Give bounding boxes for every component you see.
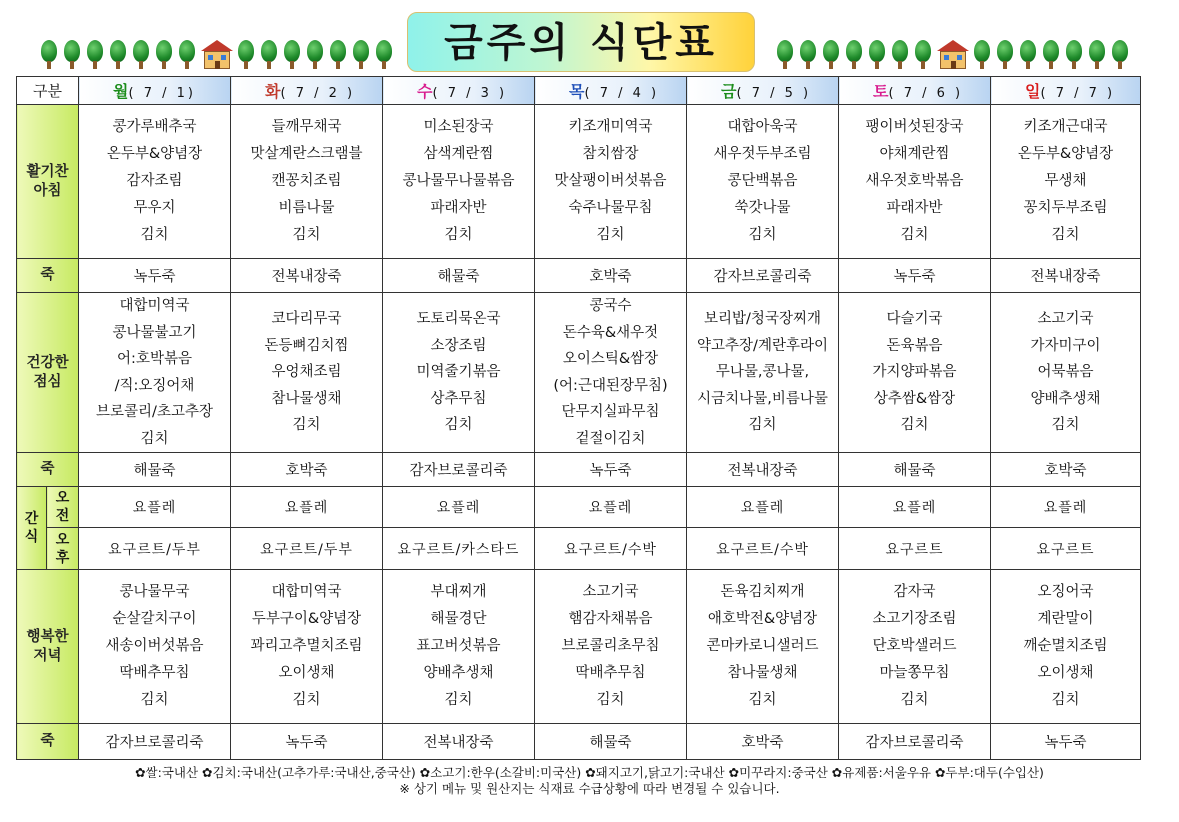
menu-item: 맛살계란스크램블	[250, 146, 363, 162]
snack_pm-cell: 요구르트/수박	[535, 528, 687, 570]
am-label	[47, 487, 79, 528]
breakfast-cell	[535, 105, 687, 259]
menu-item: 김치	[292, 692, 321, 708]
snack_pm-cell: 요구르트	[991, 528, 1141, 570]
snack-label-text: 간	[24, 511, 39, 527]
menu-item: 콩국수	[589, 298, 632, 314]
dinner_porridge-cell: 녹두죽	[991, 724, 1141, 760]
tree-icon	[891, 40, 909, 70]
menu-item: 돈육볶음	[886, 337, 943, 354]
snack-label	[17, 487, 47, 570]
breakfast_porridge-cell: 녹두죽	[839, 259, 991, 293]
porridge-label-text: 죽	[40, 733, 55, 749]
porridge-label	[17, 259, 79, 293]
page-title: 금주의 식단표	[407, 12, 755, 72]
lunch-cell	[991, 293, 1141, 453]
menu-item: 야채계란찜	[879, 146, 950, 162]
menu-item: 쑥갓나물	[734, 200, 791, 216]
snack_am-cell: 요플레	[839, 487, 991, 528]
snack_pm-row	[17, 528, 1141, 570]
menu-item: 키조개근대국	[1023, 119, 1108, 135]
day-name: 금	[721, 82, 737, 101]
tree-icon	[799, 40, 817, 70]
menu-item: 우엉채조림	[271, 364, 342, 381]
breakfast-label	[17, 105, 79, 259]
menu-item: 꽈리고추멸치조림	[250, 638, 363, 654]
menu-item: 비름나물	[278, 200, 335, 216]
tree-icon	[109, 40, 127, 70]
breakfast_porridge-cell: 해물죽	[383, 259, 535, 293]
snack_am-cell: 요플레	[231, 487, 383, 528]
menu-item: 브로콜리초무침	[561, 638, 660, 654]
dinner_porridge-cell: 감자브로콜리죽	[79, 724, 231, 760]
tree-icon	[306, 40, 324, 70]
menu-item: 대합미역국	[119, 298, 190, 314]
menu-item: 마늘쫑무침	[879, 665, 950, 681]
menu-item: 소고기국	[582, 584, 639, 600]
tree-icon	[1088, 40, 1106, 70]
menu-item: 김치	[444, 417, 473, 434]
house-icon	[937, 40, 969, 70]
menu-item: 콘마카로니샐러드	[706, 638, 819, 654]
breakfast_porridge-cell: 감자브로콜리죽	[687, 259, 839, 293]
menu-item: 오이생채	[278, 665, 335, 681]
day-header	[383, 77, 535, 105]
lunch-row	[17, 293, 1141, 453]
menu-item: 부대찌개	[430, 584, 487, 600]
lunch-cell	[535, 293, 687, 453]
tree-icon	[283, 40, 301, 70]
menu-item: 콩나물무나물볶음	[402, 173, 515, 189]
origin-note: ✿쌀:국내산 ✿김치:국내산(고추가루:국내산,중국산) ✿소고기:한우(소갈비:미국산) ✿돼지고기,닭고기:국내산 ✿미꾸라지:중국산 ✿유제품:서울우유 ✿두부:대두(수입산)	[135, 765, 1044, 780]
menu-item: 오징어국	[1037, 584, 1094, 600]
menu-item: 햄감자채볶음	[568, 611, 653, 627]
menu-item: 김치	[1051, 692, 1080, 708]
day-name: 일	[1025, 82, 1041, 101]
lunch_porridge-cell: 해물죽	[839, 453, 991, 487]
breakfast_porridge-cell: 전복내장죽	[231, 259, 383, 293]
dinner-cell	[231, 570, 383, 724]
menu-item: 파래자반	[430, 200, 487, 216]
breakfast-cell	[687, 105, 839, 259]
breakfast_porridge-cell: 녹두죽	[79, 259, 231, 293]
menu-item: 소고기장조림	[872, 611, 957, 627]
tree-icon	[1042, 40, 1060, 70]
tree-icon	[1065, 40, 1083, 70]
dinner_porridge-cell: 전복내장죽	[383, 724, 535, 760]
menu-item: 단무지실파무침	[561, 404, 660, 420]
banner	[0, 6, 1179, 74]
menu-item: 참나물생채	[271, 390, 342, 407]
day-date: ( 7 / 4 )	[584, 86, 660, 101]
menu-item: 코다리무국	[271, 311, 342, 328]
day-date: ( 7 / 6 )	[888, 86, 964, 101]
breakfast_porridge-cell: 호박죽	[535, 259, 687, 293]
menu-item: 김치	[748, 417, 777, 434]
menu-item: 돈수육&새우젓	[562, 324, 659, 341]
menu-item: 깨순멸치조림	[1023, 638, 1108, 654]
tree-row-right	[776, 38, 1126, 72]
tree-icon	[1111, 40, 1129, 70]
menu-item: 콩나물무국	[119, 584, 190, 600]
menu-item: 어묵볶음	[1037, 364, 1094, 381]
snack_pm-cell: 요구르트/수박	[687, 528, 839, 570]
breakfast_porridge-row	[17, 259, 1141, 293]
tree-icon	[914, 40, 932, 70]
menu-item: 어:호박볶음	[117, 351, 192, 367]
menu-item: 다슬기국	[886, 311, 943, 328]
pm-label-text: 후	[55, 549, 70, 566]
tree-icon	[86, 40, 104, 70]
snack_am-cell: 요플레	[687, 487, 839, 528]
menu-item: 콩가루배추국	[112, 119, 197, 135]
dinner-cell	[79, 570, 231, 724]
dinner_porridge-cell: 감자브로콜리죽	[839, 724, 991, 760]
menu-item: 새우젓호박볶음	[865, 173, 964, 189]
menu-item: 계란말이	[1037, 611, 1094, 627]
snack_pm-cell: 요구르트/카스타드	[383, 528, 535, 570]
lunch_porridge-cell: 호박죽	[991, 453, 1141, 487]
menu-item: 무생채	[1044, 173, 1087, 189]
dinner-cell	[535, 570, 687, 724]
day-header	[79, 77, 231, 105]
breakfast-row	[17, 105, 1141, 259]
tree-icon	[352, 40, 370, 70]
menu-item: 감자국	[893, 584, 936, 600]
menu-item: 김치	[596, 227, 625, 243]
menu-item: 대합아욱국	[727, 119, 798, 135]
porridge-label-text: 죽	[40, 461, 55, 477]
menu-item: 도토리묵온국	[416, 311, 501, 328]
porridge-label-text: 죽	[40, 267, 55, 283]
snack_am-cell: 요플레	[79, 487, 231, 528]
menu-item: 삼색계란찜	[423, 146, 494, 162]
menu-item: 무나물,콩나물,	[715, 364, 810, 381]
menu-item: 김치	[292, 227, 321, 243]
menu-item: 꽁치두부조림	[1023, 200, 1108, 216]
menu-item: 김치	[444, 692, 473, 708]
breakfast-cell	[991, 105, 1141, 259]
day-header	[839, 77, 991, 105]
menu-item: 김치	[900, 417, 929, 434]
tree-icon	[329, 40, 347, 70]
menu-item: 돈육김치찌개	[720, 584, 805, 600]
breakfast-cell	[839, 105, 991, 259]
tree-icon	[776, 40, 794, 70]
menu-item: 김치	[748, 227, 777, 243]
breakfast-cell	[383, 105, 535, 259]
menu-item: 새우젓두부조림	[713, 146, 812, 162]
menu-item: 팽이버섯된장국	[865, 119, 964, 135]
menu-item: 오이스틱&쌈장	[562, 351, 659, 367]
porridge-label	[17, 724, 79, 760]
lunch-label-text: 점심	[33, 373, 62, 390]
day-date: ( 7 / 1)	[128, 86, 196, 101]
lunch-cell	[839, 293, 991, 453]
lunch_porridge-row	[17, 453, 1141, 487]
menu-item: 김치	[1051, 417, 1080, 434]
day-name: 수	[417, 82, 433, 101]
lunch-cell	[231, 293, 383, 453]
lunch_porridge-cell: 호박죽	[231, 453, 383, 487]
day-name: 화	[265, 82, 281, 101]
menu-item: 양배추생채	[423, 665, 494, 681]
dinner-cell	[687, 570, 839, 724]
lunch-label-text: 건강한	[26, 354, 69, 371]
menu-item: 들깨무채국	[271, 119, 342, 135]
menu-item: 소장조림	[430, 337, 487, 354]
breakfast-label-text: 아침	[33, 182, 62, 199]
day-name: 토	[873, 82, 889, 101]
breakfast-label-text: 활기찬	[26, 163, 69, 180]
menu-item: 보리밥/청국장찌개	[704, 311, 821, 328]
menu-item: 대합미역국	[271, 584, 342, 600]
lunch-cell	[79, 293, 231, 453]
menu-item: 브로콜리/초고추장	[96, 404, 213, 420]
snack_am-cell: 요플레	[383, 487, 535, 528]
am-label-text: 오	[55, 490, 70, 506]
lunch-cell	[383, 293, 535, 453]
pm-label	[47, 528, 79, 570]
menu-item: 콩단백볶음	[727, 173, 798, 189]
dinner_porridge-row	[17, 724, 1141, 760]
dinner_porridge-cell: 녹두죽	[231, 724, 383, 760]
tree-row-left	[40, 38, 390, 72]
snack_am-cell: 요플레	[535, 487, 687, 528]
dinner-label-text: 행복한	[26, 628, 69, 645]
menu-item: 숙주나물무침	[568, 200, 653, 216]
snack-label-text: 식	[24, 529, 39, 545]
snack_pm-cell: 요구르트/두부	[79, 528, 231, 570]
dinner-label-text: 저녁	[33, 647, 62, 664]
menu-item: 참나물생채	[727, 665, 798, 681]
day-date: ( 7 / 7 )	[1040, 86, 1116, 101]
house-icon	[201, 40, 233, 70]
menu-item: 캔꽁치조림	[271, 173, 342, 189]
breakfast-cell	[79, 105, 231, 259]
menu-item: 가지양파볶음	[872, 364, 957, 381]
tree-icon	[996, 40, 1014, 70]
tree-icon	[178, 40, 196, 70]
menu-item: 가자미구이	[1030, 337, 1101, 354]
tree-icon	[260, 40, 278, 70]
breakfast_porridge-cell: 전복내장죽	[991, 259, 1141, 293]
tree-icon	[237, 40, 255, 70]
menu-item: 순살갈치구이	[112, 611, 197, 627]
dinner-cell	[991, 570, 1141, 724]
day-header	[687, 77, 839, 105]
day-header	[231, 77, 383, 105]
menu-item: 김치	[748, 692, 777, 708]
menu-item: 감자조림	[126, 173, 183, 189]
tree-icon	[155, 40, 173, 70]
tree-icon	[973, 40, 991, 70]
tree-icon	[132, 40, 150, 70]
header-row	[17, 77, 1141, 105]
menu-item: 두부구이&양념장	[251, 611, 362, 627]
tree-icon	[63, 40, 81, 70]
dinner-cell	[839, 570, 991, 724]
snack_am-row	[17, 487, 1141, 528]
day-name: 월	[113, 82, 129, 101]
tree-icon	[40, 40, 58, 70]
lunch_porridge-cell: 녹두죽	[535, 453, 687, 487]
breakfast-cell	[231, 105, 383, 259]
pm-label-text: 오	[55, 531, 70, 548]
menu-item: 김치	[900, 227, 929, 243]
menu-item: 애호박전&양념장	[707, 611, 818, 627]
menu-item: 콩나물불고기	[112, 324, 197, 341]
menu-item: (어:근대된장무침)	[553, 377, 668, 394]
menu-item: 김치	[140, 227, 169, 243]
dinner_porridge-cell: 호박죽	[687, 724, 839, 760]
menu-item: 온두부&양념장	[1017, 146, 1114, 162]
tree-icon	[845, 40, 863, 70]
menu-item: 단호박샐러드	[872, 638, 957, 654]
porridge-label	[17, 453, 79, 487]
tree-icon	[375, 40, 393, 70]
menu-item: 딱배추무침	[119, 665, 190, 681]
dinner-row	[17, 570, 1141, 724]
menu-item: 시금치나물,비름나물	[697, 390, 828, 407]
snack_pm-cell: 요구르트	[839, 528, 991, 570]
am-label-text: 전	[55, 508, 70, 524]
lunch_porridge-cell: 감자브로콜리죽	[383, 453, 535, 487]
day-header	[535, 77, 687, 105]
lunch-label	[17, 293, 79, 453]
tree-icon	[868, 40, 886, 70]
menu-item: 해물경단	[430, 611, 487, 627]
menu-item: /직:오징어채	[114, 377, 195, 394]
menu-item: 오이생채	[1037, 665, 1094, 681]
menu-item: 김치	[444, 227, 473, 243]
day-date: ( 7 / 2 )	[280, 86, 356, 101]
change-notice: ※ 상기 메뉴 및 원산지는 식재료 수급상황에 따라 변경될 수 있습니다.	[399, 781, 780, 796]
menu-item: 겉절이김치	[575, 430, 646, 447]
menu-item: 김치	[292, 417, 321, 434]
tree-icon	[1019, 40, 1037, 70]
menu-item: 맛살팽이버섯볶음	[554, 173, 667, 189]
dinner-label	[17, 570, 79, 724]
gubun-header: 구분	[17, 77, 79, 105]
menu-item: 김치	[140, 692, 169, 708]
snack_pm-cell: 요구르트/두부	[231, 528, 383, 570]
menu-item: 키조개미역국	[568, 119, 653, 135]
lunch-cell	[687, 293, 839, 453]
menu-item: 김치	[140, 430, 169, 447]
menu-item: 파래자반	[886, 200, 943, 216]
menu-item: 김치	[900, 692, 929, 708]
menu-item: 미역줄기볶음	[416, 364, 501, 381]
day-header	[991, 77, 1141, 105]
menu-item: 약고추장/계란후라이	[697, 337, 828, 354]
lunch_porridge-cell: 전복내장죽	[687, 453, 839, 487]
lunch_porridge-cell: 해물죽	[79, 453, 231, 487]
menu-item: 미소된장국	[423, 119, 494, 135]
menu-item: 표고버섯볶음	[416, 638, 501, 654]
menu-item: 돈등뼈김치찜	[264, 337, 349, 354]
dinner_porridge-cell: 해물죽	[535, 724, 687, 760]
day-date: ( 7 / 3 )	[432, 86, 508, 101]
menu-item: 딱배추무침	[575, 665, 646, 681]
menu-item: 김치	[1051, 227, 1080, 243]
menu-item: 상추쌈&쌈장	[873, 390, 956, 407]
menu-item: 참치쌈장	[582, 146, 639, 162]
menu-item: 김치	[596, 692, 625, 708]
menu-table	[16, 76, 1141, 760]
menu-item: 양배추생채	[1030, 390, 1101, 407]
day-name: 목	[569, 82, 585, 101]
dinner-cell	[383, 570, 535, 724]
menu-item: 온두부&양념장	[106, 146, 203, 162]
snack_am-cell: 요플레	[991, 487, 1141, 528]
menu-item: 상추무침	[430, 390, 487, 407]
day-date: ( 7 / 5 )	[736, 86, 812, 101]
menu-item: 새송이버섯볶음	[105, 638, 204, 654]
menu-item: 소고기국	[1037, 311, 1094, 328]
tree-icon	[822, 40, 840, 70]
menu-item: 무우지	[133, 200, 176, 216]
